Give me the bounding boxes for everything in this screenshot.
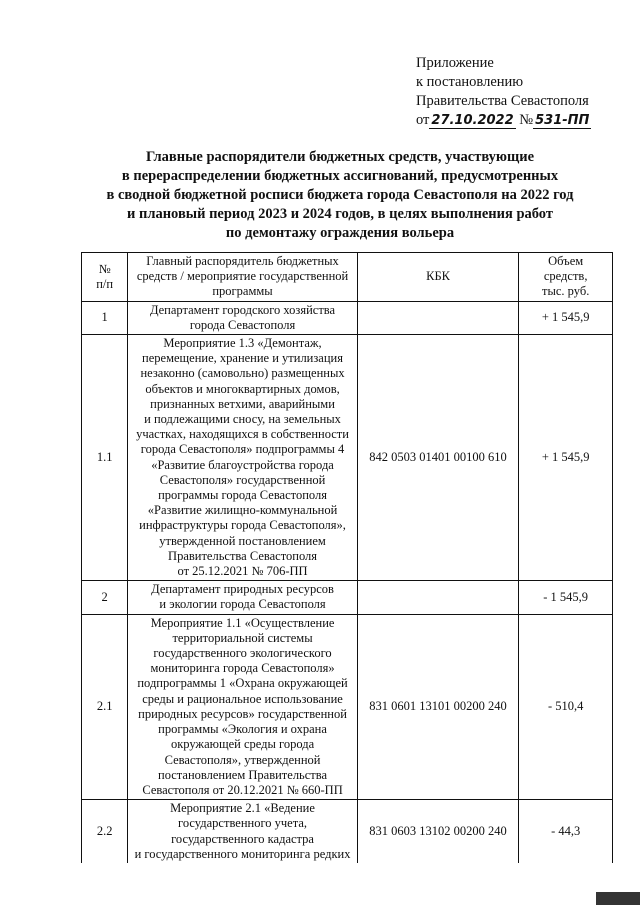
header-kbk: КБК: [357, 253, 519, 302]
appendix-block: [416, 54, 591, 130]
row-description: [128, 301, 357, 334]
title-line: по демонтажу ограждения вольера: [225, 225, 455, 241]
row-description-line: и экологии города Севастополя: [159, 597, 326, 612]
header-num-line: №: [98, 261, 111, 276]
row-description-line: окружающей среды города: [170, 737, 315, 752]
row-description-line: программы «Экология и охрана: [158, 722, 327, 737]
row-description-line: государственного экологического: [153, 646, 332, 661]
row-amount: - 1 545,9: [519, 581, 613, 614]
title-line: и плановый период 2023 и 2024 годов, в целях выполнения работ: [126, 206, 553, 222]
row-description-line: среды и рациональное использование: [142, 691, 343, 706]
table-body: [82, 301, 613, 863]
header-desc-line: средств / мероприятие государственной: [136, 269, 349, 284]
row-kbk: 831 0601 13101 00200 240: [357, 614, 519, 799]
row-description-line: города Севастополя» подпрограммы 4: [140, 442, 345, 457]
row-description-line: объектов и многоквартирных домов,: [145, 381, 340, 396]
row-description-line: Севастополя», утвержденной: [164, 752, 321, 767]
table-row: [82, 335, 613, 581]
row-description-line: «Развитие жилищно-коммунальной: [147, 503, 338, 518]
page-mark: [596, 892, 640, 905]
header-desc: [128, 253, 357, 302]
row-description-line: Мероприятие 1.1 «Осуществление: [150, 615, 335, 630]
table-row: [82, 800, 613, 863]
row-description-line: Департамент городского хозяйства: [149, 302, 336, 317]
row-description-line: постановлением Правительства: [158, 767, 328, 782]
row-description-line: участках, находящихся в собственности: [136, 427, 349, 442]
header-sum-line: средств,: [543, 269, 588, 284]
table-row: [82, 301, 613, 334]
row-description-line: утвержденной постановлением: [159, 533, 326, 548]
row-description-line: мониторинга города Севастополя»: [150, 661, 335, 676]
row-number: 1: [82, 301, 128, 334]
row-amount: - 44,3: [519, 800, 613, 863]
row-description-line: и государственного мониторинга редких: [134, 846, 351, 861]
row-description-line: государственного кадастра: [171, 831, 314, 846]
row-description: [128, 335, 357, 581]
row-description-line: Севастополя» государственной: [159, 472, 326, 487]
budget-table: [81, 252, 613, 863]
row-number: 2.2: [82, 800, 128, 863]
appendix-line-2: к постановлению: [416, 74, 524, 90]
row-description-line: государственного учета,: [178, 816, 308, 831]
title-line: в сводной бюджетной росписи бюджета города Севастополя на 2022 год: [106, 187, 574, 203]
row-description-line: от 25.12.2021 № 706-ПП: [177, 564, 308, 579]
table-header-row: [82, 253, 613, 302]
row-number: 1.1: [82, 335, 128, 581]
row-kbk: [357, 581, 519, 614]
row-description-line: Мероприятие 2.1 «Ведение: [170, 801, 315, 816]
header-desc-line: программы: [212, 284, 273, 299]
row-description: [128, 800, 357, 863]
number-prefix: №: [519, 112, 534, 128]
table-row: [82, 581, 613, 614]
row-description-line: города Севастополя: [189, 317, 296, 332]
row-kbk: 831 0603 13102 00200 240: [357, 800, 519, 863]
row-description-line: незаконно (самовольно) размещенных: [140, 366, 345, 381]
title-line: Главные распорядители бюджетных средств, участвующие: [145, 149, 535, 165]
row-description-line: и подлежащими сносу, на земельных: [144, 412, 341, 427]
header-sum: [519, 253, 613, 302]
row-description-line: подпрограммы 1 «Охрана окружающей: [137, 676, 348, 691]
appendix-line-1: Приложение: [416, 55, 494, 71]
decree-date: 27.10.2022: [431, 113, 514, 128]
row-description-line: перемещение, хранение и утилизация: [142, 351, 343, 366]
header-sum-line: тыс. руб.: [542, 284, 590, 299]
title-line: в перераспределении бюджетных ассигнований, предусмотренных: [121, 168, 559, 184]
row-description-line: программы города Севастополя: [158, 488, 327, 503]
row-amount: + 1 545,9: [519, 335, 613, 581]
row-description-line: «Развитие благоустройства города: [151, 457, 334, 472]
appendix-date-line: [416, 111, 591, 130]
appendix-line-3: Правительства Севастополя: [416, 93, 589, 109]
row-description: [128, 614, 357, 799]
date-prefix: от: [416, 112, 430, 128]
decree-number: 531-ПП: [535, 113, 590, 128]
table-row: [82, 614, 613, 799]
row-description-line: Мероприятие 1.3 «Демонтаж,: [163, 336, 322, 351]
row-description-line: Севастополя от 20.12.2021 № 660-ПП: [142, 782, 343, 797]
header-desc-line: Главный распорядитель бюджетных: [146, 254, 339, 268]
row-number: 2.1: [82, 614, 128, 799]
row-kbk: [357, 301, 519, 334]
row-description-line: Департамент природных ресурсов: [151, 582, 334, 597]
row-description-line: признанных ветхими, аварийными: [150, 396, 335, 411]
row-number: 2: [82, 581, 128, 614]
row-description-line: инфраструктуры города Севастополя»,: [139, 518, 346, 533]
document-title: [60, 148, 620, 243]
row-description-line: территориальной системы: [172, 630, 313, 645]
header-num: [82, 253, 128, 302]
row-kbk: 842 0503 01401 00100 610: [357, 335, 519, 581]
row-description-line: Правительства Севастополя: [168, 548, 318, 563]
row-description: [128, 581, 357, 614]
header-num-line: п/п: [96, 276, 114, 291]
row-amount: + 1 545,9: [519, 301, 613, 334]
row-amount: - 510,4: [519, 614, 613, 799]
header-sum-line: Объем: [548, 254, 584, 268]
row-description-line: природных ресурсов» государственной: [138, 706, 347, 721]
